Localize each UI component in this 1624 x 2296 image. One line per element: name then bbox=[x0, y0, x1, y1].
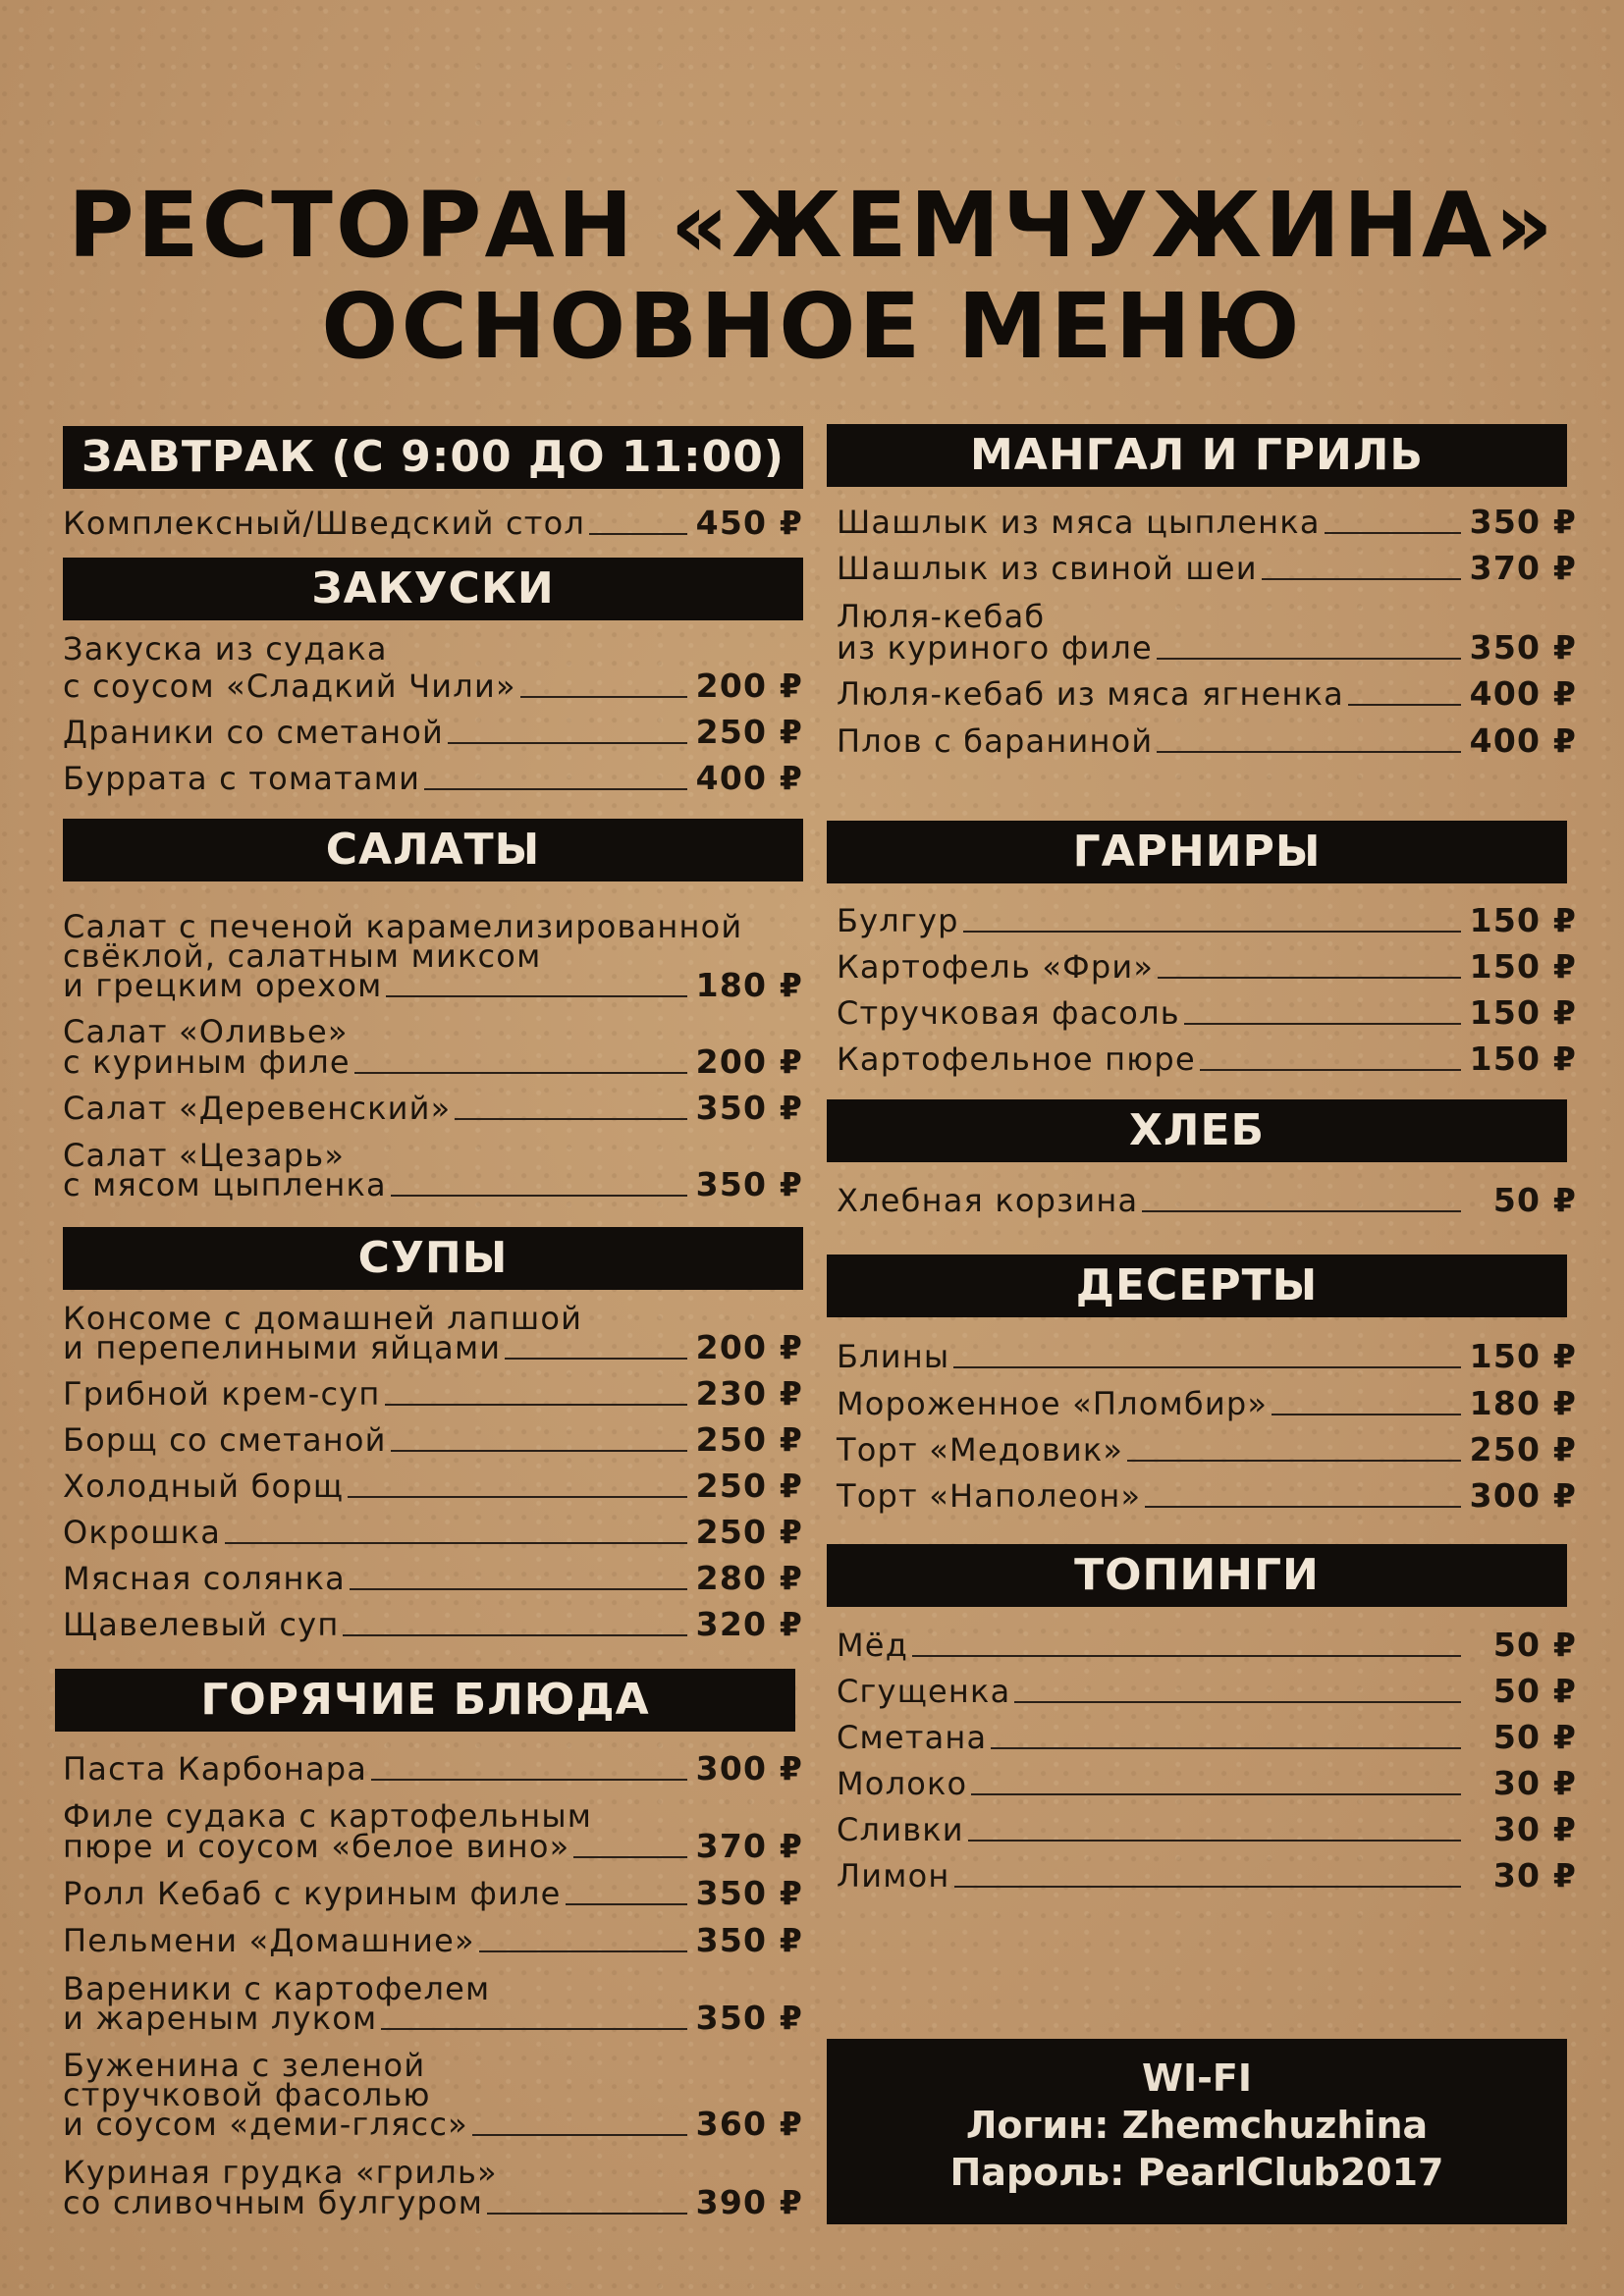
item-name-line: Закуска из судака bbox=[63, 630, 388, 667]
menu-item bbox=[63, 1559, 803, 1597]
leader-line bbox=[1157, 751, 1461, 753]
item-price: 150 ₽ bbox=[1469, 947, 1577, 986]
item-price: 350 ₽ bbox=[695, 1874, 803, 1912]
item-price: 300 ₽ bbox=[695, 1749, 803, 1788]
item-price: 350 ₽ bbox=[1469, 503, 1577, 541]
leader-line bbox=[953, 1366, 1461, 1368]
item-price: 250 ₽ bbox=[695, 713, 803, 751]
section-header-breakfast: ЗАВТРАК (С 9:00 ДО 11:00) bbox=[63, 426, 803, 489]
item-name: Шашлык из свиной шеи bbox=[837, 550, 1258, 587]
item-name: Плов с бараниной bbox=[837, 722, 1154, 760]
restaurant-title: РЕСТОРАН «ЖЕМЧУЖИНА» bbox=[68, 173, 1556, 278]
menu-item bbox=[63, 504, 803, 542]
menu-item bbox=[63, 667, 803, 705]
menu-item bbox=[837, 1040, 1577, 1078]
menu-item bbox=[837, 1337, 1577, 1375]
leader-line bbox=[1127, 1460, 1461, 1462]
item-name: Холодный борщ bbox=[63, 1468, 345, 1505]
leader-line bbox=[1200, 1069, 1461, 1071]
menu-item bbox=[63, 1749, 803, 1788]
item-price: 50 ₽ bbox=[1492, 1626, 1577, 1664]
leader-line bbox=[448, 742, 687, 744]
item-price: 360 ₽ bbox=[695, 2105, 803, 2143]
item-price: 180 ₽ bbox=[1469, 1384, 1577, 1422]
item-price: 350 ₽ bbox=[695, 1165, 803, 1203]
section-header-starters: ЗАКУСКИ bbox=[63, 558, 803, 620]
item-name-line: Вареники с картофелем bbox=[63, 1970, 491, 2007]
item-price: 370 ₽ bbox=[695, 1827, 803, 1865]
section-header-soups: СУПЫ bbox=[63, 1227, 803, 1290]
item-price: 230 ₽ bbox=[695, 1374, 803, 1413]
item-name: Блины bbox=[837, 1338, 950, 1375]
menu-item bbox=[837, 1672, 1577, 1710]
item-price: 370 ₽ bbox=[1469, 549, 1577, 587]
leader-line bbox=[391, 1450, 687, 1452]
menu-item bbox=[63, 1374, 803, 1413]
leader-line bbox=[954, 1886, 1462, 1888]
menu-item bbox=[63, 2105, 803, 2143]
menu-item bbox=[63, 713, 803, 751]
menu-item bbox=[63, 1467, 803, 1505]
menu-item bbox=[837, 993, 1577, 1032]
item-name: Ролл Кебаб с куриным филе bbox=[63, 1875, 562, 1912]
item-name: Торт «Медовик» bbox=[837, 1431, 1124, 1468]
item-name-line: Консоме с домашней лапшой bbox=[63, 1300, 583, 1337]
item-price: 150 ₽ bbox=[1469, 1337, 1577, 1375]
menu-item bbox=[63, 759, 803, 797]
menu-item bbox=[63, 2183, 803, 2221]
item-price: 200 ₽ bbox=[695, 1328, 803, 1366]
leader-line bbox=[566, 1903, 687, 1905]
item-price: 250 ₽ bbox=[695, 1467, 803, 1505]
menu-item bbox=[63, 1827, 803, 1865]
menu-item bbox=[63, 1921, 803, 1959]
item-name-line: Филе судака с картофельным bbox=[63, 1797, 593, 1835]
item-name: Картофель «Фри» bbox=[837, 948, 1155, 986]
item-price: 50 ₽ bbox=[1492, 1672, 1577, 1710]
item-price: 150 ₽ bbox=[1469, 1040, 1577, 1078]
leader-line bbox=[487, 2213, 687, 2215]
menu-item bbox=[837, 1181, 1577, 1219]
item-name: с соусом «Сладкий Чили» bbox=[63, 667, 516, 705]
menu-item bbox=[63, 1420, 803, 1459]
item-name: и перепелиными яйцами bbox=[63, 1329, 502, 1366]
menu-item bbox=[837, 628, 1577, 667]
leader-line bbox=[371, 1779, 687, 1781]
leader-line bbox=[350, 1588, 687, 1590]
item-name: Паста Карбонара bbox=[63, 1750, 368, 1788]
leader-line bbox=[354, 1072, 687, 1074]
item-name-line: Куриная грудка «гриль» bbox=[63, 2154, 498, 2191]
item-price: 350 ₽ bbox=[695, 1089, 803, 1127]
menu-item bbox=[837, 674, 1577, 713]
menu-item bbox=[837, 1476, 1577, 1515]
item-price: 30 ₽ bbox=[1492, 1856, 1577, 1895]
menu-item bbox=[837, 1430, 1577, 1468]
section-header-grill: МАНГАЛ И ГРИЛЬ bbox=[827, 424, 1567, 487]
menu-item bbox=[63, 1605, 803, 1643]
item-price: 400 ₽ bbox=[695, 759, 803, 797]
item-name-line: Буженина с зеленой bbox=[63, 2047, 426, 2084]
leader-line bbox=[1158, 977, 1461, 979]
menu-item bbox=[837, 1856, 1577, 1895]
leader-line bbox=[343, 1634, 687, 1636]
item-name: с куриным филе bbox=[63, 1043, 351, 1081]
item-name: Мёд bbox=[837, 1627, 909, 1664]
item-price: 200 ₽ bbox=[695, 1042, 803, 1081]
item-name: Салат «Деревенский» bbox=[63, 1090, 452, 1127]
leader-line bbox=[391, 1195, 687, 1197]
menu-item bbox=[63, 1874, 803, 1912]
leader-line bbox=[424, 788, 687, 790]
item-name: Буррата с томатами bbox=[63, 760, 421, 797]
item-price: 250 ₽ bbox=[695, 1420, 803, 1459]
wifi-info-box bbox=[827, 2039, 1567, 2224]
item-name: и соусом «деми-гляcс» bbox=[63, 2106, 468, 2143]
item-price: 250 ₽ bbox=[1469, 1430, 1577, 1468]
item-name: Мясная солянка bbox=[63, 1560, 346, 1597]
menu-item bbox=[837, 901, 1577, 939]
item-name: и жареным луком bbox=[63, 2000, 378, 2037]
item-name: Борщ со сметаной bbox=[63, 1421, 387, 1459]
leader-line bbox=[505, 1358, 687, 1360]
item-price: 350 ₽ bbox=[1469, 628, 1577, 667]
wifi-password: Пароль: PearlClub2017 bbox=[949, 2151, 1444, 2194]
menu-item bbox=[63, 1042, 803, 1081]
item-name: Шашлык из мяса цыпленка bbox=[837, 504, 1321, 541]
section-header-hot-dishes: ГОРЯЧИЕ БЛЮДА bbox=[55, 1669, 795, 1732]
section-header-bread: ХЛЕБ bbox=[827, 1099, 1567, 1162]
leader-line bbox=[963, 931, 1461, 933]
menu-item bbox=[63, 966, 803, 1004]
leader-line bbox=[455, 1118, 687, 1120]
item-name: Комплексный/Шведский стол bbox=[63, 505, 586, 542]
leader-line bbox=[1014, 1701, 1461, 1703]
menu-item bbox=[63, 1513, 803, 1551]
item-name: Сливки bbox=[837, 1811, 964, 1848]
item-price: 400 ₽ bbox=[1469, 721, 1577, 760]
item-name-line: свёклой, салатным миксом bbox=[63, 937, 542, 975]
item-name: Картофельное пюре bbox=[837, 1041, 1196, 1078]
leader-line bbox=[1348, 704, 1461, 706]
section-header-salads: САЛАТЫ bbox=[63, 819, 803, 881]
menu-item bbox=[837, 1718, 1577, 1756]
leader-line bbox=[348, 1496, 687, 1498]
leader-line bbox=[225, 1542, 687, 1544]
menu-item bbox=[837, 1810, 1577, 1848]
item-name: Торт «Наполеон» bbox=[837, 1477, 1142, 1515]
item-price: 350 ₽ bbox=[695, 1999, 803, 2037]
leader-line bbox=[1157, 658, 1461, 660]
menu-item bbox=[63, 1328, 803, 1366]
item-name-line: Салат «Оливье» bbox=[63, 1013, 349, 1050]
item-name-line: Салат «Цезарь» bbox=[63, 1137, 346, 1174]
item-price: 180 ₽ bbox=[695, 966, 803, 1004]
menu-title: ОСНОВНОЕ МЕНЮ bbox=[321, 274, 1303, 379]
item-name: Окрошка bbox=[63, 1514, 222, 1551]
leader-line bbox=[1142, 1210, 1461, 1212]
item-name: Булгур bbox=[837, 902, 959, 939]
leader-line bbox=[1145, 1506, 1461, 1508]
item-price: 300 ₽ bbox=[1469, 1476, 1577, 1515]
item-name-line: Люля-кебаб bbox=[837, 598, 1046, 635]
menu-item bbox=[63, 1165, 803, 1203]
item-price: 200 ₽ bbox=[695, 667, 803, 705]
section-header-toppings: ТОПИНГИ bbox=[827, 1544, 1567, 1607]
item-name: Лимон bbox=[837, 1857, 950, 1895]
wifi-title: WI-FI bbox=[1142, 2056, 1252, 2100]
leader-line bbox=[472, 2134, 687, 2136]
menu-item bbox=[63, 1089, 803, 1127]
item-name: Щавелевый суп bbox=[63, 1606, 340, 1643]
leader-line bbox=[1325, 532, 1461, 534]
item-name: Мороженное «Пломбир» bbox=[837, 1385, 1269, 1422]
leader-line bbox=[1262, 578, 1461, 580]
leader-line bbox=[381, 2028, 687, 2030]
item-name: Стручковая фасоль bbox=[837, 994, 1180, 1032]
leader-line bbox=[912, 1655, 1461, 1657]
item-name: Хлебная корзина bbox=[837, 1182, 1139, 1219]
item-price: 390 ₽ bbox=[695, 2183, 803, 2221]
menu-item bbox=[63, 1999, 803, 2037]
section-header-desserts: ДЕСЕРТЫ bbox=[827, 1255, 1567, 1317]
item-price: 320 ₽ bbox=[695, 1605, 803, 1643]
item-name: и грецким орехом bbox=[63, 967, 383, 1004]
item-name: Пельмени «Домашние» bbox=[63, 1922, 475, 1959]
menu-item bbox=[837, 503, 1577, 541]
menu-item bbox=[837, 1626, 1577, 1664]
item-price: 400 ₽ bbox=[1469, 674, 1577, 713]
item-price: 30 ₽ bbox=[1492, 1764, 1577, 1802]
item-name: со сливочным булгуром bbox=[63, 2184, 484, 2221]
item-price: 250 ₽ bbox=[695, 1513, 803, 1551]
leader-line bbox=[479, 1950, 687, 1952]
item-name: Сметана bbox=[837, 1719, 988, 1756]
item-name: пюре и соусом «белое вино» bbox=[63, 1828, 570, 1865]
leader-line bbox=[520, 696, 687, 698]
menu-item bbox=[837, 1384, 1577, 1422]
menu-item bbox=[837, 947, 1577, 986]
item-price: 350 ₽ bbox=[695, 1921, 803, 1959]
leader-line bbox=[385, 1404, 688, 1406]
item-name: Сгущенка bbox=[837, 1673, 1011, 1710]
leader-line bbox=[573, 1856, 687, 1858]
item-name: Люля-кебаб из мяса ягненка bbox=[837, 675, 1344, 713]
item-name: с мясом цыпленка bbox=[63, 1166, 387, 1203]
item-name: Молоко bbox=[837, 1765, 968, 1802]
item-name: из куриного филе bbox=[837, 629, 1153, 667]
item-name-line: Салат с печеной карамелизированной bbox=[63, 908, 743, 945]
leader-line bbox=[1184, 1023, 1461, 1025]
item-price: 450 ₽ bbox=[695, 504, 803, 542]
item-price: 30 ₽ bbox=[1492, 1810, 1577, 1848]
item-name-line: стручковой фасолью bbox=[63, 2076, 431, 2113]
leader-line bbox=[386, 995, 687, 997]
leader-line bbox=[971, 1793, 1461, 1795]
item-name: Грибной крем-суп bbox=[63, 1375, 381, 1413]
leader-line bbox=[1272, 1414, 1461, 1415]
menu-item bbox=[837, 721, 1577, 760]
item-price: 280 ₽ bbox=[695, 1559, 803, 1597]
wifi-login: Логин: Zhemchuzhina bbox=[965, 2104, 1429, 2147]
item-price: 50 ₽ bbox=[1492, 1181, 1577, 1219]
leader-line bbox=[991, 1747, 1461, 1749]
menu-item bbox=[837, 1764, 1577, 1802]
item-name: Драники со сметаной bbox=[63, 714, 445, 751]
item-price: 50 ₽ bbox=[1492, 1718, 1577, 1756]
menu-item bbox=[837, 549, 1577, 587]
leader-line bbox=[589, 533, 687, 535]
item-price: 150 ₽ bbox=[1469, 901, 1577, 939]
section-header-sides: ГАРНИРЫ bbox=[827, 821, 1567, 883]
item-price: 150 ₽ bbox=[1469, 993, 1577, 1032]
leader-line bbox=[968, 1840, 1461, 1842]
